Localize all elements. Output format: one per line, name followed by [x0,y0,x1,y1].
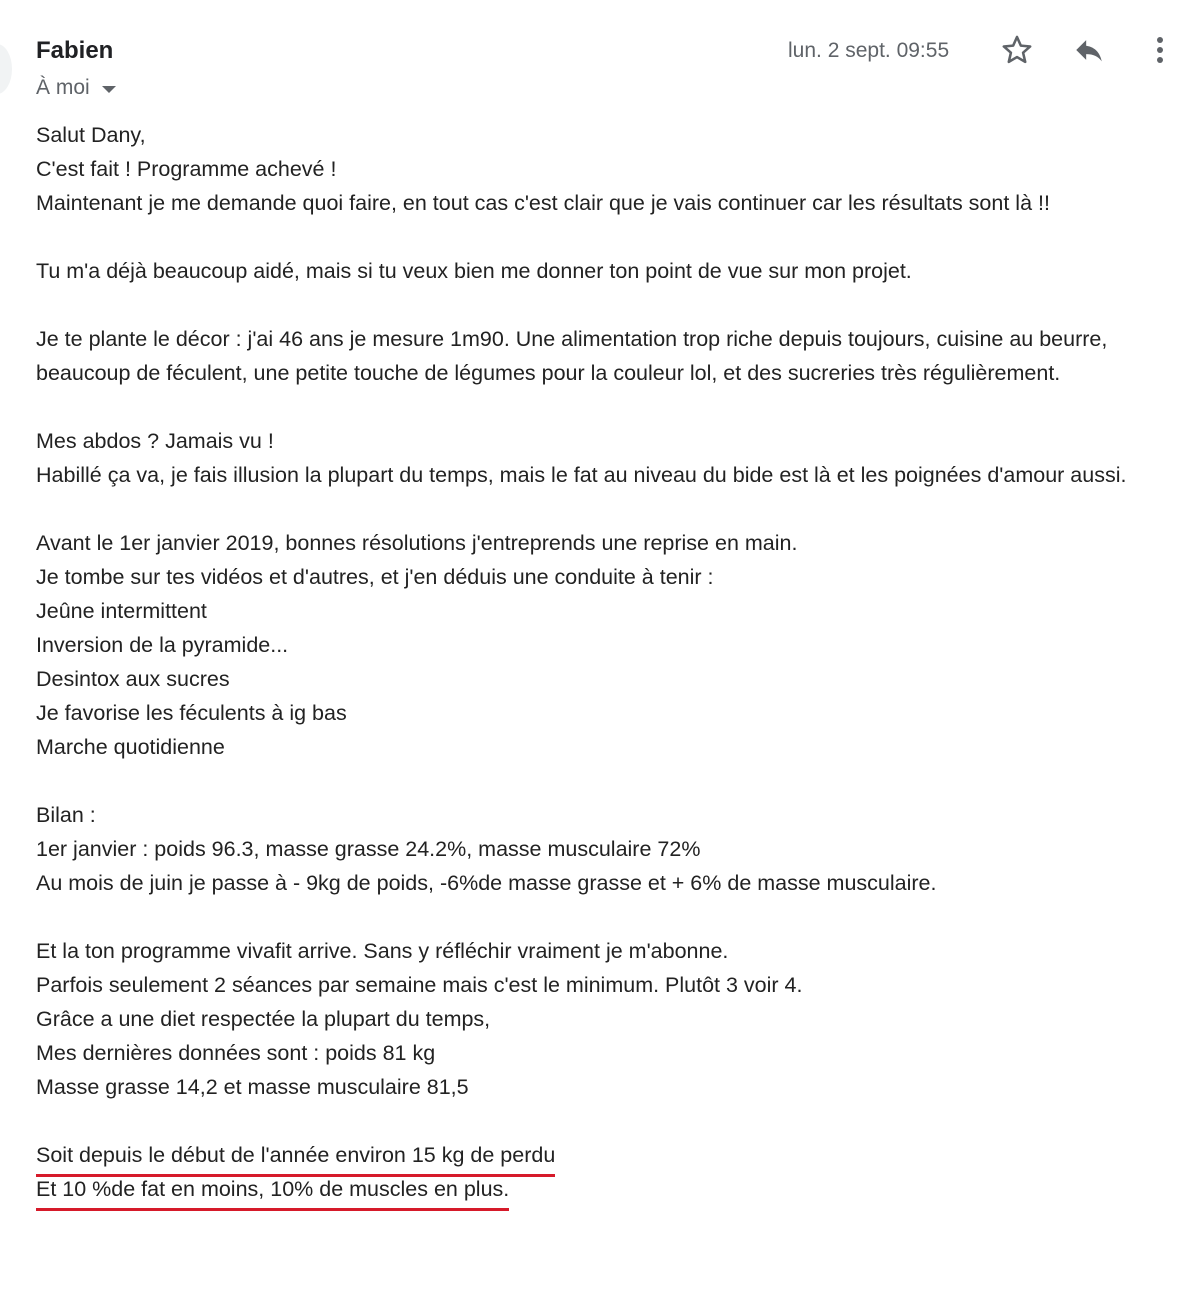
caret-down-icon [102,86,116,93]
list-item: Je favorise les féculents à ig bas [36,701,347,725]
body-line: Salut Dany, [36,123,146,147]
list-item: Inversion de la pyramide... [36,633,289,657]
avatar [0,44,12,94]
list-item: Desintox aux sucres [36,667,230,691]
body-line: Au mois de juin je passe à - 9kg de poids, -6%de masse grasse et + 6% de masse musculaire. [36,871,937,895]
star-button[interactable] [997,30,1037,70]
body-line: Avant le 1er janvier 2019, bonnes résolutions j'entreprends une reprise en main. [36,531,798,555]
body-line: Mes dernières données sont : poids 81 kg [36,1041,436,1065]
body-paragraph: Je te plante le décor : j'ai 46 ans je mesure 1m90. Une alimentation trop riche depuis toujours, cuisine au beurre, beaucoup de féculent, une petite touche de légumes pour la couleur lol, et des sucreries très régulièrement. [36,327,1108,385]
body-line: C'est fait ! Programme achevé ! [36,157,337,181]
more-options-button[interactable] [1140,30,1180,70]
body-line: Parfois seulement 2 séances par semaine mais c'est le minimum. Plutôt 3 voir 4. [36,973,803,997]
body-paragraph: Habillé ça va, je fais illusion la plupart du temps, mais le fat au niveau du bide est là et les poignées d'amour aussi. [36,463,1127,487]
body-line: 1er janvier : poids 96.3, masse grasse 24.2%, masse musculaire 72% [36,837,701,861]
highlighted-line [36,1172,1176,1206]
list-item: Marche quotidienne [36,735,225,759]
body-line: Bilan : [36,803,96,827]
reply-button[interactable] [1069,30,1109,70]
list-item: Jeûne intermittent [36,599,207,623]
sender-name: Fabien [36,37,114,64]
body-line: Et la ton programme vivafit arrive. Sans y réfléchir vraiment je m'abonne. [36,939,729,963]
star-icon [1000,33,1034,67]
highlighted-line [36,1138,1176,1172]
body-line: Masse grasse 14,2 et masse musculaire 81,5 [36,1075,469,1099]
message-body [36,118,1176,1206]
body-line: Tu m'a déjà beaucoup aidé, mais si tu veux bien me donner ton point de vue sur mon projet. [36,259,912,283]
message-date: lun. 2 sept. 09:55 [788,39,950,62]
body-line: Maintenant je me demande quoi faire, en tout cas c'est clair que je vais continuer car les résultats sont là !! [36,191,1050,215]
body-line: Mes abdos ? Jamais vu ! [36,429,274,453]
recipient-label: À moi [36,76,90,99]
recipient-details-toggle[interactable] [36,74,116,102]
more-vert-icon [1155,35,1165,65]
reply-icon [1072,33,1106,67]
red-underlined-text: Soit depuis le début de l'année environ 15 kg de perdu [36,1138,555,1172]
body-line: Je tombe sur tes vidéos et d'autres, et j'en déduis une conduite à tenir : [36,565,714,589]
body-line: Grâce a une diet respectée la plupart du temps, [36,1007,491,1031]
red-underlined-text: Et 10 %de fat en moins, 10% de muscles en plus. [36,1172,509,1206]
